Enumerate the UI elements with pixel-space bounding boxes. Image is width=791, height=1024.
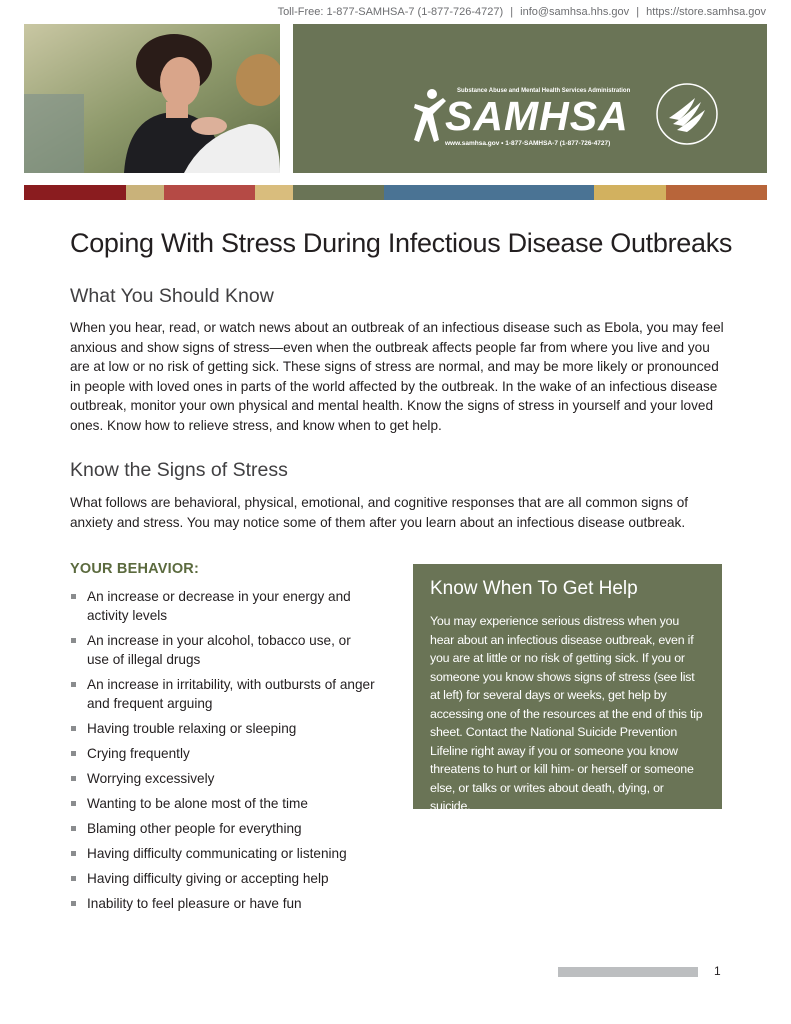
get-help-heading: Know When To Get Help [430,578,638,599]
list-item-text: Having trouble relaxing or sleeping [87,721,297,736]
list-item-text: Having difficulty communicating or listening [87,846,347,861]
toll-free-number: Toll-Free: 1-877-SAMHSA-7 (1-877-726-4727) [277,6,504,18]
samhsa-figure-icon [413,88,447,144]
samhsa-banner [293,24,767,173]
list-item-text: An increase in your alcohol, tobacco use, or use of illegal drugs [87,633,351,667]
list-item-text: An increase in irritability, with outbursts of anger and frequent arguing [87,677,375,711]
list-item-text: Crying frequently [87,746,190,761]
bullet-icon [71,776,76,781]
list-item [70,819,375,838]
list-item [70,675,375,713]
section-body-signs-of-stress: What follows are behavioral, physical, emotional, and cognitive responses that are all common signs of anxiety and stress. You may notice some of them after you learn about an infectious disease outbreak. [70,495,689,530]
page-title: Coping With Stress During Infectious Disease Outbreaks [70,228,733,258]
list-item-text: Blaming other people for everything [87,821,302,836]
list-item [70,844,375,863]
list-item [70,769,375,788]
behavior-heading: YOUR BEHAVIOR: [70,561,200,577]
stripe-segment [594,185,666,200]
list-item-text: Wanting to be alone most of the time [87,796,308,811]
stripe-segment [666,185,767,200]
bullet-icon [71,638,76,643]
get-help-body: You may experience serious distress when you hear about an infectious disease outbreak, even if you are at little or no risk of getting sick. If you or someone you know shows signs of stress (see list at left) for several days or weeks, get help by accessing one of the resources at the end of this tip sheet. Contact the National Suicide Prevention Lifeline right away if you or someone you know threatens to hurt or kill him- or herself or someone else, or talks or writes about death, dying, or suicide. [430,614,703,813]
contact-line [278,6,766,18]
bullet-icon [71,751,76,756]
bullet-icon [71,801,76,806]
bullet-icon [71,901,76,906]
bullet-icon [71,851,76,856]
stripe-segment [126,185,164,200]
store-link[interactable]: https://store.samhsa.gov [646,6,766,18]
list-item [70,719,375,738]
bullet-icon [71,726,76,731]
bullet-icon [71,876,76,881]
bullet-icon [71,682,76,687]
list-item [70,587,375,625]
get-help-callout [413,564,722,813]
list-item [70,869,375,888]
section-body-what-you-should-know: When you hear, read, or watch news about an outbreak of an infectious disease such as Ebola, you may feel anxious and show signs of stress—even when the outbreak affects people far from where you live and you are at low or no risk of getting sick. These signs of stress are normal, and may be more likely or pronounced in people with loved ones in parts of the world affected by the outbreak. In the wake of an infectious disease outbreak, monitor your own physical and mental health. Know the signs of stress in yourself and your loved ones. Know how to relieve stress, and know when to get help. [70,320,724,433]
list-item [70,744,375,763]
comforting-people-image [24,24,280,173]
stripe-segment [164,185,255,200]
stripe-segment [24,185,126,200]
section-heading-what-you-should-know: What You Should Know [70,285,274,307]
list-item [70,631,375,669]
list-item-text: Worrying excessively [87,771,215,786]
list-item [70,794,375,813]
hhs-seal-icon [655,82,719,146]
section-heading-signs-of-stress: Know the Signs of Stress [70,459,288,481]
list-item [70,894,375,913]
list-item-text: Having difficulty giving or accepting help [87,871,329,886]
agency-full-name: Substance Abuse and Mental Health Services Administration [457,88,631,94]
separator: | [636,6,640,18]
logo-tagline: www.samhsa.gov • 1-877-SAMHSA-7 (1-877-726-4727) [445,140,611,147]
list-item-text: Inability to feel pleasure or have fun [87,896,302,911]
stripe-segment [384,185,594,200]
stripe-segment [255,185,293,200]
bullet-icon [71,826,76,831]
behavior-list [70,587,375,919]
samhsa-wordmark: SAMHSA [445,93,629,139]
list-item-text: An increase or decrease in your energy and activity levels [87,589,351,623]
email-link[interactable]: info@samhsa.hhs.gov [520,6,630,18]
footer-bar [558,967,698,977]
stripe-segment [293,185,384,200]
page-number: 1 [714,964,721,978]
bullet-icon [71,594,76,599]
separator: | [510,6,514,18]
header-photo [24,24,280,173]
